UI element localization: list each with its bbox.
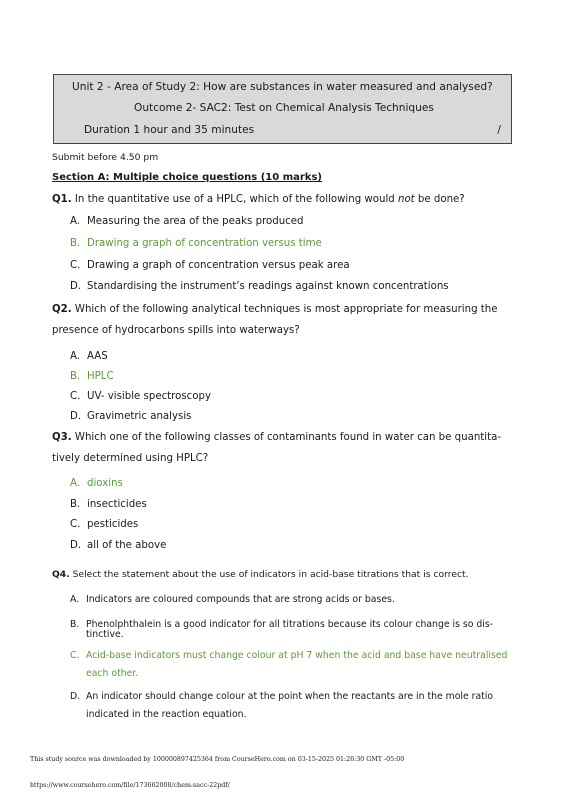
option-letter: A.	[70, 478, 81, 489]
option-c-correct	[70, 649, 507, 680]
option-c	[70, 518, 138, 532]
question-number: Q2.	[52, 304, 72, 315]
option-b-correct	[70, 370, 114, 384]
option-text: pesticides	[87, 519, 139, 530]
option-letter: D.	[70, 540, 82, 551]
option-c	[70, 390, 211, 404]
option-a-correct	[70, 477, 123, 491]
question-text: Which one of the following classes of contaminants found in water can be quantita-	[74, 432, 502, 443]
option-b	[70, 618, 493, 641]
section-heading: Section A: Multiple choice questions (10 marks)	[52, 172, 322, 183]
option-a	[70, 593, 395, 606]
option-text: each other.	[86, 668, 139, 679]
option-d	[70, 539, 166, 553]
option-text: Measuring the area of the peaks produced	[87, 216, 304, 227]
option-letter: D.	[70, 411, 82, 422]
option-d	[70, 690, 493, 721]
option-text: dioxins	[87, 478, 123, 489]
question-number: Q1.	[52, 194, 72, 205]
question-2-cont: presence of hydrocarbons spills into waterways?	[52, 325, 300, 336]
option-letter: A.	[70, 351, 81, 362]
option-text: Phenolphthalein is a good indicator for all titrations because its colour change is so dis-	[86, 619, 494, 630]
option-text: Drawing a graph of concentration versus time	[87, 238, 322, 249]
option-letter: C.	[70, 650, 80, 661]
option-b-correct	[70, 237, 322, 251]
option-a	[70, 215, 304, 229]
option-letter: D.	[70, 281, 82, 292]
header-duration: Duration 1 hour and 35 minutes	[84, 124, 255, 136]
option-b	[70, 498, 147, 512]
header-box	[53, 74, 512, 144]
option-a	[70, 350, 108, 364]
option-letter: B.	[70, 619, 80, 630]
question-number: Q3.	[52, 432, 72, 443]
question-text: be done?	[414, 194, 465, 205]
option-letter: C.	[70, 519, 81, 530]
option-text: AAS	[87, 351, 108, 362]
question-1	[52, 193, 465, 207]
option-d	[70, 410, 191, 424]
option-letter: B.	[70, 499, 81, 510]
option-letter: A.	[70, 594, 80, 605]
question-3-cont: tively determined using HPLC?	[52, 453, 209, 464]
option-text: HPLC	[87, 371, 114, 382]
source-url[interactable]: https://www.coursehero.com/file/173662008/chem-sacc-22pdf/	[30, 782, 230, 789]
download-notice: This study source was downloaded by 100000897425364 from CourseHero.com on 03-15-2025 01:26:30 GMT -05:00	[30, 756, 405, 763]
option-letter: C.	[70, 391, 81, 402]
question-4	[52, 568, 469, 582]
option-letter: A.	[70, 216, 81, 227]
question-text-emphasis: not	[397, 194, 415, 205]
header-mark: /	[497, 124, 501, 136]
question-text: Which of the following analytical techniques is most appropriate for measuring the	[74, 304, 498, 315]
question-text: In the quantitative use of a HPLC, which of the following would	[74, 194, 398, 205]
option-text: indicated in the reaction equation.	[86, 709, 247, 720]
question-3	[52, 431, 501, 445]
option-text: all of the above	[87, 540, 167, 551]
option-text: Standardising the instrument’s readings against known concentrations	[87, 281, 449, 292]
option-text: UV- visible spectroscopy	[87, 391, 212, 402]
option-text: An indicator should change colour at the point when the reactants are in the mole ratio	[86, 691, 494, 702]
option-c	[70, 259, 350, 273]
option-letter: D.	[70, 691, 81, 702]
option-letter: B.	[70, 371, 81, 382]
option-text: Indicators are coloured compounds that are strong acids or bases.	[86, 594, 395, 605]
option-letter: C.	[70, 260, 81, 271]
option-text: Gravimetric analysis	[87, 411, 192, 422]
question-number: Q4.	[52, 569, 70, 580]
option-letter: B.	[70, 238, 81, 249]
header-outcome: Outcome 2- SAC2: Test on Chemical Analysis Techniques	[134, 102, 434, 114]
option-text: insecticides	[87, 499, 147, 510]
question-2	[52, 303, 498, 317]
option-text: Acid-base indicators must change colour at pH 7 when the acid and base have neutralised	[86, 650, 508, 661]
option-text: tinctive.	[86, 629, 124, 640]
question-text: Select the statement about the use of indicators in acid-base titrations that is correct.	[72, 569, 469, 580]
option-text: Drawing a graph of concentration versus peak area	[87, 260, 350, 271]
header-title: Unit 2 - Area of Study 2: How are substances in water measured and analysed?	[72, 81, 493, 93]
submit-note: Submit before 4.50 pm	[52, 152, 159, 163]
option-d	[70, 280, 449, 294]
